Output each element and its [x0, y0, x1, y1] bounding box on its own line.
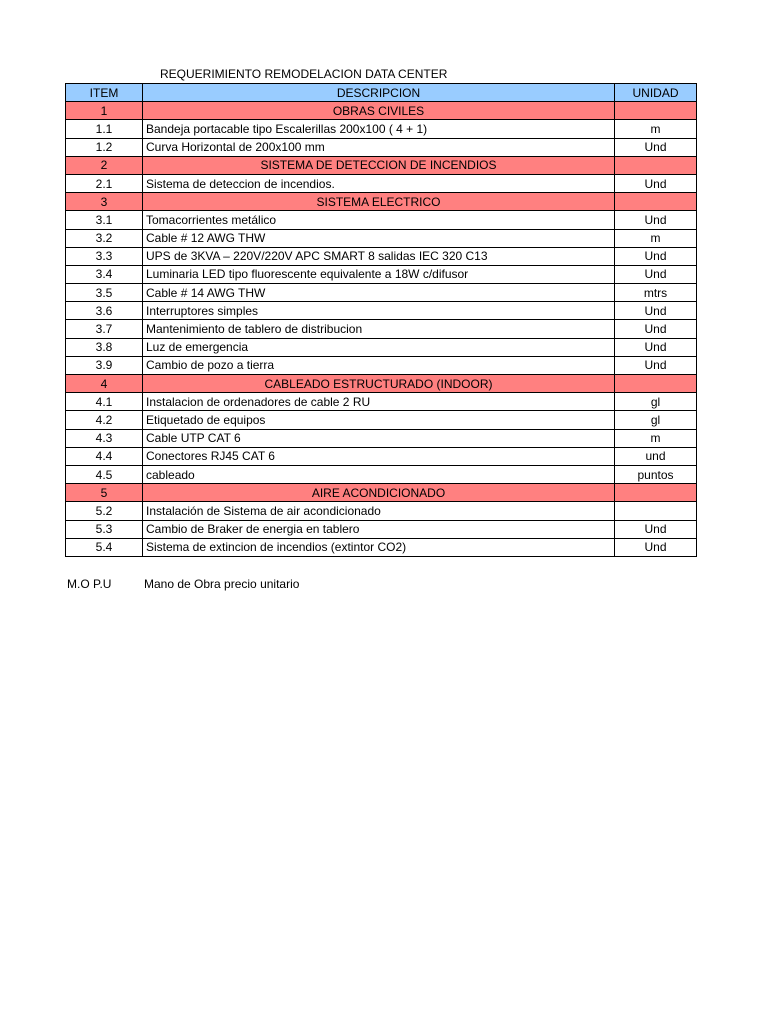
description-cell: OBRAS CIVILES — [143, 102, 615, 120]
unit-cell: und — [615, 447, 697, 465]
item-number-cell: 5.3 — [66, 520, 143, 538]
table-row — [66, 447, 697, 465]
footnote-description: Mano de Obra precio unitario — [144, 577, 300, 591]
item-number-cell: 4.1 — [66, 393, 143, 411]
unit-cell — [615, 375, 697, 393]
table-row — [66, 520, 697, 538]
description-cell: SISTEMA ELECTRICO — [143, 193, 615, 211]
section-row — [66, 193, 697, 211]
table-row — [66, 465, 697, 483]
description-cell: AIRE ACONDICIONADO — [143, 484, 615, 502]
description-cell: Instalacion de ordenadores de cable 2 RU — [143, 393, 615, 411]
document-title: REQUERIMIENTO REMODELACION DATA CENTER — [160, 67, 448, 81]
description-cell: Cambio de pozo a tierra — [143, 356, 615, 374]
item-number-cell: 5 — [66, 484, 143, 502]
description-cell: UPS de 3KVA – 220V/220V APC SMART 8 salidas IEC 320 C13 — [143, 247, 615, 265]
unit-cell: Und — [615, 538, 697, 556]
unit-cell: m — [615, 120, 697, 138]
unit-cell: Und — [615, 302, 697, 320]
item-number-cell: 3.8 — [66, 338, 143, 356]
description-cell: Cable # 14 AWG THW — [143, 284, 615, 302]
table-row — [66, 229, 697, 247]
table-row — [66, 356, 697, 374]
item-number-cell: 4.3 — [66, 429, 143, 447]
table-header-row — [66, 84, 697, 102]
section-row — [66, 156, 697, 174]
item-number-cell: 3.2 — [66, 229, 143, 247]
table-row — [66, 211, 697, 229]
table-row — [66, 502, 697, 520]
description-cell: Sistema de extincion de incendios (extintor CO2) — [143, 538, 615, 556]
description-cell: SISTEMA DE DETECCION DE INCENDIOS — [143, 156, 615, 174]
description-cell: Curva Horizontal de 200x100 mm — [143, 138, 615, 156]
item-number-cell: 3.9 — [66, 356, 143, 374]
unit-cell: Und — [615, 247, 697, 265]
unit-cell — [615, 102, 697, 120]
item-number-cell: 1 — [66, 102, 143, 120]
item-number-cell: 3.7 — [66, 320, 143, 338]
section-row — [66, 484, 697, 502]
unit-cell: Und — [615, 174, 697, 192]
table-row — [66, 429, 697, 447]
unit-cell: m — [615, 229, 697, 247]
unit-cell: Und — [615, 356, 697, 374]
item-number-cell: 3.4 — [66, 265, 143, 283]
description-cell: Cable # 12 AWG THW — [143, 229, 615, 247]
table-row — [66, 138, 697, 156]
description-cell: Sistema de deteccion de incendios. — [143, 174, 615, 192]
header-item: ITEM — [66, 84, 143, 102]
table-row — [66, 265, 697, 283]
unit-cell — [615, 156, 697, 174]
item-number-cell: 3.3 — [66, 247, 143, 265]
section-row — [66, 375, 697, 393]
requirements-table — [65, 83, 697, 557]
unit-cell: Und — [615, 265, 697, 283]
table-row — [66, 284, 697, 302]
table-row — [66, 302, 697, 320]
unit-cell: puntos — [615, 465, 697, 483]
unit-cell — [615, 502, 697, 520]
description-cell: Instalación de Sistema de air acondicionado — [143, 502, 615, 520]
item-number-cell: 4.4 — [66, 447, 143, 465]
table-row — [66, 320, 697, 338]
table-body — [66, 102, 697, 557]
description-cell: Cable UTP CAT 6 — [143, 429, 615, 447]
unit-cell: mtrs — [615, 284, 697, 302]
item-number-cell: 2 — [66, 156, 143, 174]
unit-cell: Und — [615, 211, 697, 229]
description-cell: Mantenimiento de tablero de distribucion — [143, 320, 615, 338]
description-cell: Etiquetado de equipos — [143, 411, 615, 429]
table-row — [66, 411, 697, 429]
item-number-cell: 4 — [66, 375, 143, 393]
unit-cell: Und — [615, 320, 697, 338]
description-cell: Bandeja portacable tipo Escalerillas 200x100 ( 4 + 1) — [143, 120, 615, 138]
description-cell: Luz de emergencia — [143, 338, 615, 356]
unit-cell — [615, 193, 697, 211]
unit-cell: Und — [615, 520, 697, 538]
item-number-cell: 4.5 — [66, 465, 143, 483]
unit-cell: Und — [615, 338, 697, 356]
header-descripcion: DESCRIPCION — [143, 84, 615, 102]
item-number-cell: 3.1 — [66, 211, 143, 229]
description-cell: Luminaria LED tipo fluorescente equivalente a 18W c/difusor — [143, 265, 615, 283]
item-number-cell: 1.2 — [66, 138, 143, 156]
description-cell: Cambio de Braker de energia en tablero — [143, 520, 615, 538]
table-row — [66, 338, 697, 356]
header-unidad: UNIDAD — [615, 84, 697, 102]
unit-cell: m — [615, 429, 697, 447]
unit-cell: gl — [615, 393, 697, 411]
footnote-abbreviation: M.O P.U — [67, 577, 112, 591]
item-number-cell: 3.6 — [66, 302, 143, 320]
item-number-cell: 2.1 — [66, 174, 143, 192]
table-row — [66, 174, 697, 192]
unit-cell: Und — [615, 138, 697, 156]
table-row — [66, 247, 697, 265]
item-number-cell: 5.4 — [66, 538, 143, 556]
description-cell: Tomacorrientes metálico — [143, 211, 615, 229]
unit-cell — [615, 484, 697, 502]
description-cell: CABLEADO ESTRUCTURADO (INDOOR) — [143, 375, 615, 393]
description-cell: Interruptores simples — [143, 302, 615, 320]
section-row — [66, 102, 697, 120]
item-number-cell: 3.5 — [66, 284, 143, 302]
item-number-cell: 5.2 — [66, 502, 143, 520]
item-number-cell: 1.1 — [66, 120, 143, 138]
table-row — [66, 538, 697, 556]
item-number-cell: 4.2 — [66, 411, 143, 429]
table-row — [66, 393, 697, 411]
description-cell: cableado — [143, 465, 615, 483]
item-number-cell: 3 — [66, 193, 143, 211]
description-cell: Conectores RJ45 CAT 6 — [143, 447, 615, 465]
table-row — [66, 120, 697, 138]
unit-cell: gl — [615, 411, 697, 429]
